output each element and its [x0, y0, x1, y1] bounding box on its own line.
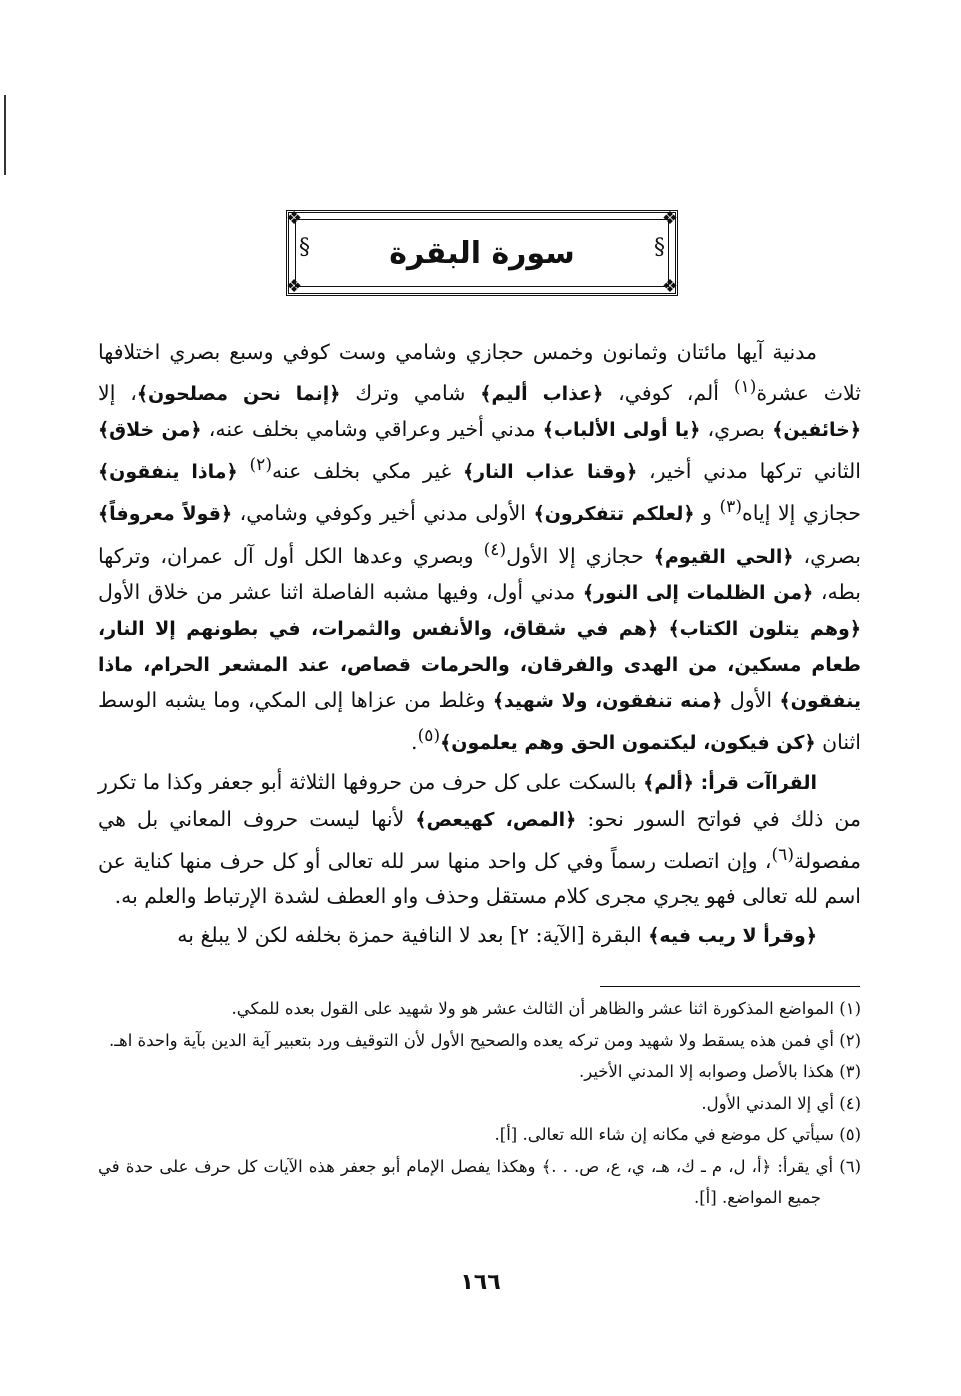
quran-phrase: ﴿يا أولى الألباب﴾: [542, 419, 701, 442]
main-text: [98, 335, 861, 954]
quran-phrase: ﴿قولاً معروفاً﴾: [98, 503, 233, 526]
quran-phrase: ﴿كن فيكون، ليكتمون الحق وهم يعلمون﴾: [440, 732, 816, 755]
quran-phrase: ﴿ماذا ينفقون﴾: [98, 461, 238, 484]
text-run: مدني أول، وفيها مشبه الفاصلة اثنا عشر من خلاق الأول: [98, 579, 583, 604]
text-run: غير مكي بخلف عنه: [271, 459, 464, 484]
footnote-separator: [600, 986, 860, 987]
quran-phrase: القراآت قرأ:: [693, 772, 817, 795]
text-run: حجازي إلا إياه: [742, 501, 861, 526]
text-run: مدني أخير وعراقي وشامي بخلف عنه،: [201, 417, 543, 442]
side-ornament-icon: §: [299, 235, 310, 260]
corner-ornament-icon: ❖: [286, 276, 303, 297]
margin-mark: [4, 95, 6, 175]
text-run: [658, 616, 668, 640]
text-run: شامي وترك: [340, 381, 481, 406]
quran-phrase: ﴿عذاب أليم﴾: [480, 383, 604, 406]
footnote-2: (٢) أي فمن هذه يسقط ولا شهيد ومن تركه يعده والصحيح الأول لأن التوقيف ورد بتعبير آية الدين بآية واحدة اهـ.: [108, 1030, 861, 1050]
text-run: الأولى مدني أخير وكوفي وشامي،: [232, 501, 534, 526]
footnote-3: (٣) هكذا بالأصل وصوابه إلا المدني الأخير.: [578, 1062, 861, 1081]
text-run: لأنها ليست حروف المعاني بل هي مفصولة: [98, 806, 861, 873]
quran-phrase: ﴿وقرأ لا ريب فيه﴾: [648, 925, 817, 948]
footnote-marker: (٦): [771, 844, 795, 865]
quran-phrase: ﴿من خلاق﴾: [98, 419, 202, 442]
quran-phrase: ﴿ألم﴾: [643, 772, 694, 795]
quran-phrase: ﴿منه تنفقون، ولا شهيد﴾: [492, 690, 723, 713]
paragraph-readings: [98, 765, 861, 914]
footnote-marker: (١): [733, 377, 757, 398]
quran-phrase: ﴿الحي القيوم﴾: [653, 545, 794, 568]
text-run: ألم، كوفي،: [603, 381, 734, 406]
footnote-1: (١) المواضع المذكورة اثنا عشر والظاهر أن الثالث عشر هو ولا شهيد على القول بعده للمكي.: [231, 999, 861, 1018]
paragraph-la-rayb: [98, 918, 861, 954]
footnotes: [98, 993, 861, 1214]
quran-phrase: ﴿خائفين﴾: [772, 419, 861, 442]
text-run: البقرة [الآية: ٢] بعد لا النافية حمزة بخلفه لكن لا يبلغ به: [177, 923, 649, 948]
text-run: [238, 459, 250, 483]
text-run: حجازي إلا الأول: [506, 543, 654, 568]
text-run: وغلط من عزاها إلى المكي، وما يشبه الوسط اثنان: [98, 688, 861, 755]
corner-ornament-icon: ❖: [661, 208, 678, 229]
page-number: ١٦٦: [460, 1270, 501, 1295]
text-run: ، إلا: [98, 381, 137, 406]
corner-ornament-icon: ❖: [286, 208, 303, 229]
text-run: بصري،: [700, 417, 773, 442]
page-title: سورة البقرة: [389, 235, 575, 271]
title-frame: [286, 210, 678, 296]
quran-phrase: ﴿إنما نحن مصلحون﴾: [136, 383, 341, 406]
text-run: ، وإن اتصلت رسماً وفي كل واحد منها سر لله تعالى أو كل حرف منها كناية عن اسم لله تعالى فهو يجري مجرى كلام مستقل وحذف واو العطف لشدة الإرتباط والعلم به.: [98, 848, 861, 908]
footnote-marker: (٢): [249, 455, 272, 476]
footnote-marker: (٣): [719, 497, 743, 518]
corner-ornament-icon: ❖: [661, 276, 678, 297]
quran-phrase: ﴿هم في شقاق، والأنفس والثمرات، في بطونهم إلا النار، طعام مسكين، من الهدى والفرقان، والحرمات قصاص، عند المشعر الحرام، ماذا ينفقون﴾: [98, 617, 861, 713]
text-run: الأول: [722, 688, 780, 713]
text-run: بصري،: [793, 543, 862, 568]
text-run: بالسكت على كل حرف من حروفها الثلاثة أبو جعفر وكذا ما تكرر من ذلك في فواتح السور نحو:: [98, 770, 861, 831]
footnote-marker: (٥): [417, 726, 441, 747]
footnote-marker: (٤): [483, 539, 507, 560]
paragraph-intro: [98, 335, 861, 761]
text-run: وبصري وعدها الكل أول آل عمران، وتركها بطه،: [98, 543, 861, 604]
quran-phrase: ﴿المص، كهيعص﴾: [415, 808, 577, 831]
text-run: مدنية آيها مائتان وثمانون وخمس حجازي وشامي وست كوفي وسبع بصري اختلافها ثلاث عشرة: [98, 340, 861, 406]
quran-phrase: ﴿لعلكم تتفكرون﴾: [533, 503, 695, 526]
footnote-5: (٥) سيأتي كل موضع في مكانه إن شاء الله تعالى. [أ].: [494, 1125, 861, 1144]
text-run: و: [694, 501, 720, 526]
quran-phrase: ﴿من الظلمات إلى النور﴾: [582, 581, 814, 604]
quran-phrase: ﴿وهم يتلون الكتاب﴾: [668, 617, 861, 640]
footnote-6: (٦) أي يقرأ: ﴿أ، ل، م ـ ك، هـ، ي، ع، ص. . .﴾ وهكذا يفصل الإمام أبو جعفر هذه الآيات كل حرف على حدة في جميع المواضع. [أ].: [98, 1156, 861, 1207]
footnote-4: (٤) أي إلا المدني الأول.: [701, 1093, 861, 1113]
text-run: الثاني تركها مدني أخير،: [637, 459, 861, 484]
side-ornament-icon: §: [654, 235, 665, 260]
quran-phrase: ﴿وقنا عذاب النار﴾: [463, 461, 638, 484]
text-run: .: [411, 730, 418, 755]
